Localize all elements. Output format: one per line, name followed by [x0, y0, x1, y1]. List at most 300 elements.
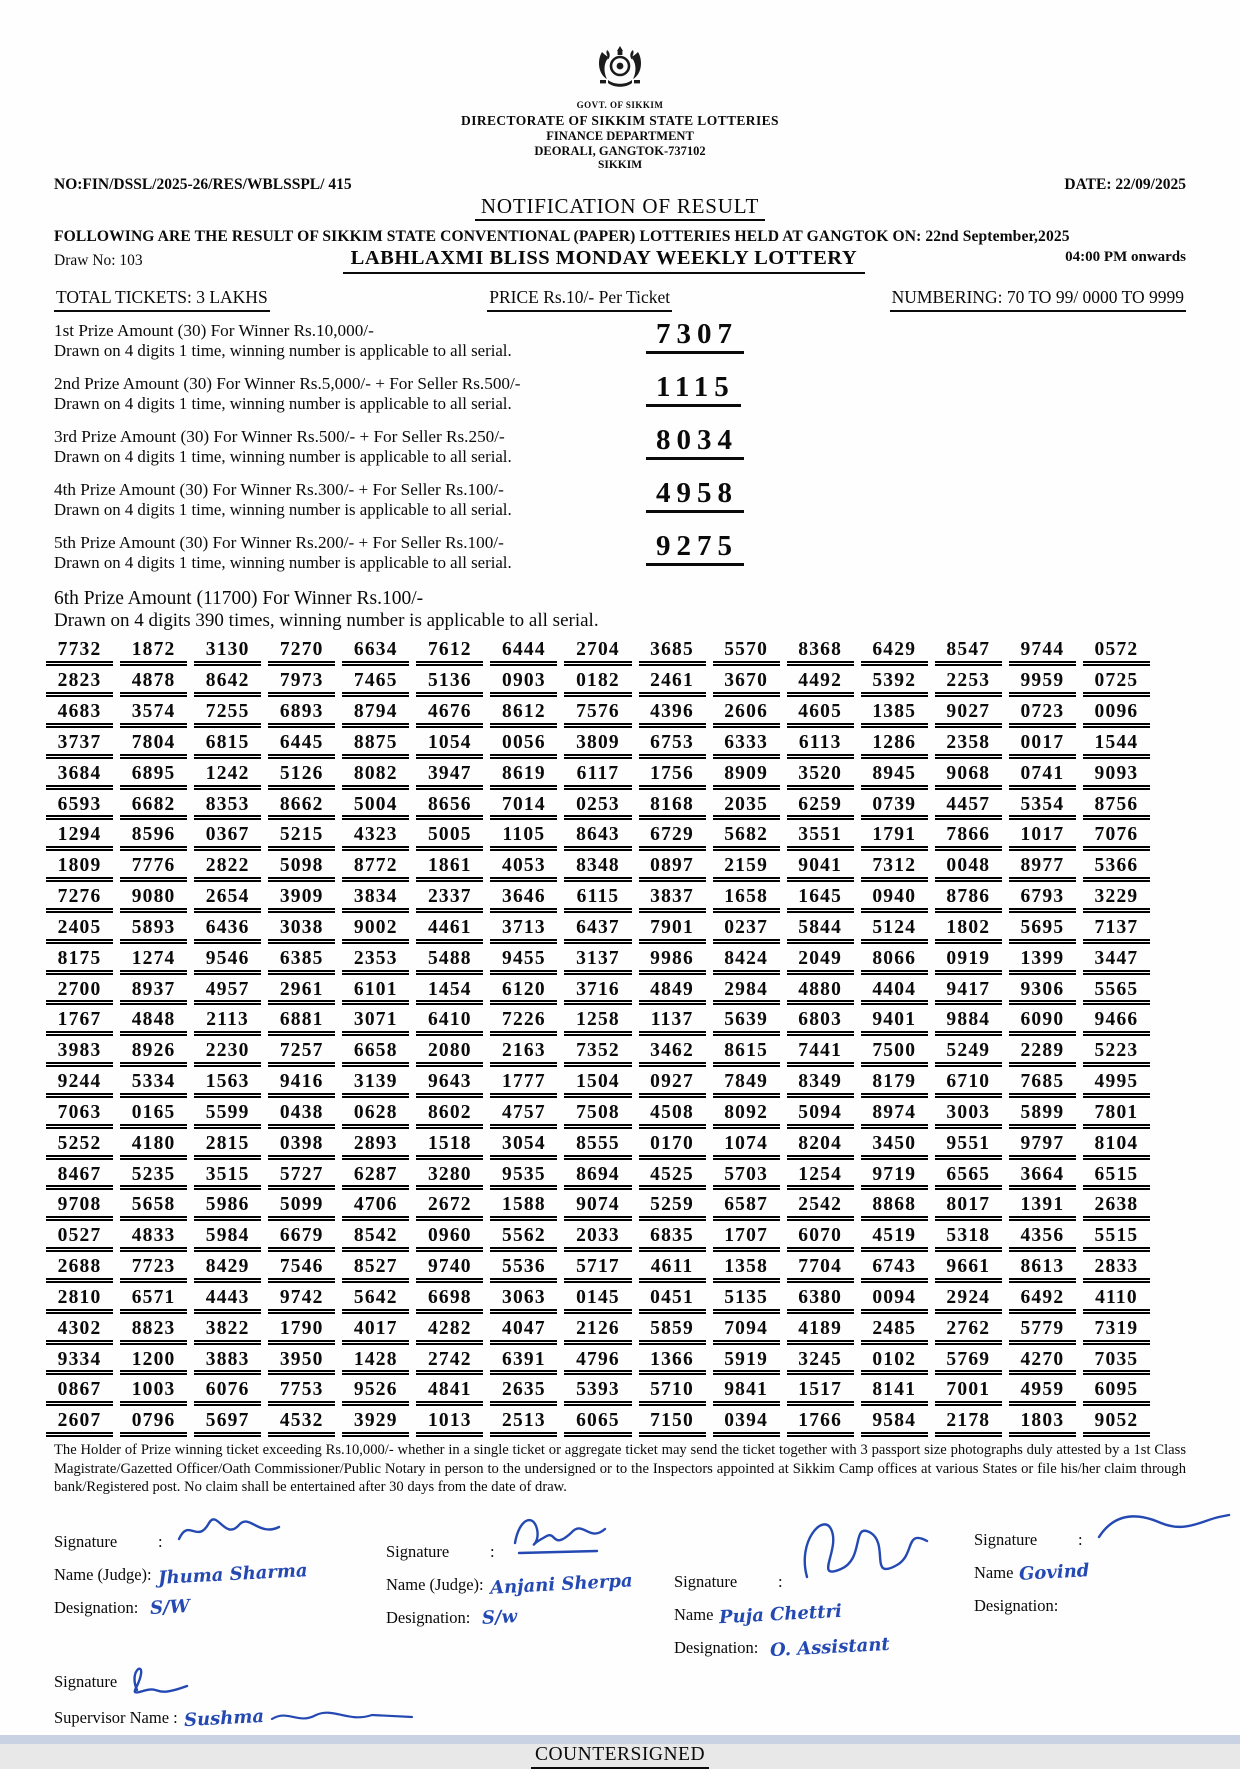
- grid-number: 6445: [268, 732, 335, 759]
- grid-number: 5215: [268, 824, 335, 851]
- grid-number: 2688: [46, 1256, 113, 1283]
- grid-number: 2033: [564, 1225, 631, 1252]
- grid-number: 1105: [490, 824, 557, 851]
- grid-number: 5710: [639, 1379, 706, 1406]
- grid-number: 4017: [342, 1318, 409, 1345]
- grid-number: 3837: [639, 886, 706, 913]
- signature-scribble-icon: [1093, 1511, 1233, 1550]
- grid-number: 1003: [120, 1379, 187, 1406]
- grid-number: 3664: [1009, 1164, 1076, 1191]
- grid-number: 5639: [713, 1009, 780, 1036]
- grid-number: 5859: [639, 1318, 706, 1345]
- grid-number: 2762: [935, 1318, 1002, 1345]
- grid-number: 6259: [787, 794, 854, 821]
- grid-number: 8527: [342, 1256, 409, 1283]
- prize-list: [0, 318, 1240, 577]
- grid-number: 6710: [935, 1071, 1002, 1098]
- grid-number: 4323: [342, 824, 409, 851]
- signature-label: Signature: [674, 1571, 738, 1591]
- reference-row: [0, 176, 1240, 194]
- grid-number: 7866: [935, 824, 1002, 851]
- signature-row: [386, 1511, 674, 1562]
- colon: :: [133, 1597, 139, 1617]
- grid-number: 1517: [787, 1379, 854, 1406]
- grid-number: 2635: [490, 1379, 557, 1406]
- grid-number: 2159: [713, 855, 780, 882]
- designation-handwritten: S/W: [149, 1595, 191, 1619]
- grid-number: 9334: [46, 1349, 113, 1376]
- sixth-prize-header: [0, 588, 1240, 632]
- grid-number: 8612: [490, 701, 557, 728]
- designation-row: [974, 1583, 1233, 1616]
- grid-number: 0867: [46, 1379, 113, 1406]
- grid-number: 6881: [268, 1009, 335, 1036]
- prize-row-2: [54, 371, 1240, 418]
- grid-number: 1707: [713, 1225, 780, 1252]
- grid-number: 0572: [1083, 639, 1150, 666]
- signature-scribble-icon: [505, 1511, 615, 1562]
- grid-number: 9584: [861, 1410, 928, 1437]
- grid-number: 2672: [416, 1194, 483, 1221]
- supervisor-scribble-icon: [268, 1705, 418, 1732]
- ticket-info-row: [0, 287, 1240, 312]
- grid-number: 6429: [861, 639, 928, 666]
- grid-number: 6634: [342, 639, 409, 666]
- grid-number: 4396: [639, 701, 706, 728]
- grid-number: 3929: [342, 1410, 409, 1437]
- grid-number: 4833: [120, 1225, 187, 1252]
- grid-number: 6658: [342, 1040, 409, 1067]
- signature-label: Signature: [54, 1531, 118, 1551]
- grid-number: 1074: [713, 1133, 780, 1160]
- grid-number: 9643: [416, 1071, 483, 1098]
- grid-number: 8092: [713, 1102, 780, 1129]
- grid-number: 2163: [490, 1040, 557, 1067]
- ticket-numbering: NUMBERING: 70 TO 99/ 0000 TO 9999: [890, 287, 1186, 312]
- grid-number: 0527: [46, 1225, 113, 1252]
- grid-number: 4047: [490, 1318, 557, 1345]
- signature-row: [54, 1511, 386, 1552]
- grid-number: 0394: [713, 1410, 780, 1437]
- grid-number: 3713: [490, 917, 557, 944]
- colon: :: [1078, 1529, 1083, 1549]
- grid-number: 7255: [194, 701, 261, 728]
- designation-label: Designation: [54, 1597, 134, 1617]
- grid-number: 7226: [490, 1009, 557, 1036]
- grid-number: 5126: [268, 763, 335, 790]
- grid-number: 7685: [1009, 1071, 1076, 1098]
- grid-number: 1399: [1009, 948, 1076, 975]
- grid-number: 4302: [46, 1318, 113, 1345]
- grid-number: 3947: [416, 763, 483, 790]
- signature-label: Signature: [974, 1529, 1038, 1549]
- grid-number: 3130: [194, 639, 261, 666]
- grid-number: 8066: [861, 948, 928, 975]
- lottery-name: LABHLAXMI BLISS MONDAY WEEKLY LOTTERY: [343, 247, 866, 274]
- grid-number: 3574: [120, 701, 187, 728]
- grid-number: 3515: [194, 1164, 261, 1191]
- designation-handwritten: O. Assistant: [769, 1633, 891, 1661]
- grid-number: 3520: [787, 763, 854, 790]
- grid-number: 4848: [120, 1009, 187, 1036]
- grid-number: 8926: [120, 1040, 187, 1067]
- grid-number: 7973: [268, 670, 335, 697]
- designation-label: Designation: [386, 1607, 466, 1627]
- grid-number: 8937: [120, 979, 187, 1006]
- grid-number: 8179: [861, 1071, 928, 1098]
- grid-number: 5570: [713, 639, 780, 666]
- winning-number: 8034: [646, 424, 744, 459]
- grid-number: 5318: [935, 1225, 1002, 1252]
- grid-number: 7508: [564, 1102, 631, 1129]
- grid-number: 5515: [1083, 1225, 1150, 1252]
- grid-number: 5769: [935, 1349, 1002, 1376]
- grid-number: 3447: [1083, 948, 1150, 975]
- grid-number: 8141: [861, 1379, 928, 1406]
- grid-number: 7137: [1083, 917, 1150, 944]
- grid-number: 5249: [935, 1040, 1002, 1067]
- grid-number: 1137: [639, 1009, 706, 1036]
- colon: :: [465, 1607, 471, 1627]
- grid-number: 3245: [787, 1349, 854, 1376]
- grid-number: 2815: [194, 1133, 261, 1160]
- grid-number: 3822: [194, 1318, 261, 1345]
- grid-number: 9708: [46, 1194, 113, 1221]
- grid-number: 0170: [639, 1133, 706, 1160]
- grid-number: 8909: [713, 763, 780, 790]
- grid-number: 8596: [120, 824, 187, 851]
- grid-number: 2405: [46, 917, 113, 944]
- grid-number: 1766: [787, 1410, 854, 1437]
- grid-number: 5135: [713, 1287, 780, 1314]
- draw-number: Draw No: 103: [54, 252, 143, 270]
- grid-number: 8823: [120, 1318, 187, 1345]
- grid-number: 3551: [787, 824, 854, 851]
- grid-number: 9041: [787, 855, 854, 882]
- grid-number: 9797: [1009, 1133, 1076, 1160]
- grid-number: 1358: [713, 1256, 780, 1283]
- colon: :: [778, 1571, 783, 1591]
- document-header: [0, 0, 1240, 172]
- grid-number: 8977: [1009, 855, 1076, 882]
- grid-number: 1518: [416, 1133, 483, 1160]
- grid-number: 3137: [564, 948, 631, 975]
- grid-number: 1200: [120, 1349, 187, 1376]
- grid-number: 2822: [194, 855, 261, 882]
- grid-number: 0398: [268, 1133, 335, 1160]
- grid-number: 7094: [713, 1318, 780, 1345]
- designation-row: [674, 1625, 974, 1661]
- grid-number: 6743: [861, 1256, 928, 1283]
- grid-number: 6893: [268, 701, 335, 728]
- grid-number: 8349: [787, 1071, 854, 1098]
- grid-number: 5098: [268, 855, 335, 882]
- grid-number: 9884: [935, 1009, 1002, 1036]
- grid-number: 4995: [1083, 1071, 1150, 1098]
- grid-number: 8656: [416, 794, 483, 821]
- prize-line1: 4th Prize Amount (30) For Winner Rs.300/- + For Seller Rs.100/-: [54, 480, 504, 500]
- grid-number: 6835: [639, 1225, 706, 1252]
- grid-number: 7576: [564, 701, 631, 728]
- winning-number: 7307: [646, 318, 744, 353]
- name-handwritten: Govind: [1018, 1559, 1091, 1585]
- total-tickets: TOTAL TICKETS: 3 LAKHS: [54, 287, 270, 312]
- grid-number: 1258: [564, 1009, 631, 1036]
- prize-line2: Drawn on 4 digits 1 time, winning number is applicable to all serial.: [54, 394, 512, 414]
- grid-number: 4706: [342, 1194, 409, 1221]
- grid-number: 3462: [639, 1040, 706, 1067]
- grid-number: 6803: [787, 1009, 854, 1036]
- grid-number: 1563: [194, 1071, 261, 1098]
- supervisor-row: [0, 1705, 1240, 1732]
- name-label: Name (Judge):: [54, 1564, 152, 1584]
- name-row: [674, 1592, 974, 1628]
- grid-number: 4957: [194, 979, 261, 1006]
- grid-number: 6515: [1083, 1164, 1150, 1191]
- grid-number: 9551: [935, 1133, 1002, 1160]
- grid-number: 4508: [639, 1102, 706, 1129]
- grid-number: 0056: [490, 732, 557, 759]
- grid-number: 6753: [639, 732, 706, 759]
- grid-number: 2638: [1083, 1194, 1150, 1221]
- grid-number: 6571: [120, 1287, 187, 1314]
- grid-number: 2080: [416, 1040, 483, 1067]
- grid-number: 5004: [342, 794, 409, 821]
- grid-number: 5366: [1083, 855, 1150, 882]
- grid-number: 2833: [1083, 1256, 1150, 1283]
- grid-number: 0145: [564, 1287, 631, 1314]
- grid-number: 5599: [194, 1102, 261, 1129]
- grid-number: 8082: [342, 763, 409, 790]
- grid-number: 4180: [120, 1133, 187, 1160]
- grid-number: 1802: [935, 917, 1002, 944]
- govt-emblem-icon: [592, 44, 648, 102]
- winning-number: 9275: [646, 530, 744, 565]
- name-row: [54, 1552, 386, 1589]
- designation-label: Designation:: [974, 1595, 1059, 1615]
- grid-number: 6492: [1009, 1287, 1076, 1314]
- grid-number: 0182: [564, 670, 631, 697]
- grid-number: 4110: [1083, 1287, 1150, 1314]
- grid-number: 1366: [639, 1349, 706, 1376]
- grid-number: 3716: [564, 979, 631, 1006]
- grid-number: 1054: [416, 732, 483, 759]
- grid-number: 9661: [935, 1256, 1002, 1283]
- grid-number: 3909: [268, 886, 335, 913]
- grid-number: 4683: [46, 701, 113, 728]
- grid-number: 2513: [490, 1410, 557, 1437]
- grid-number: 4270: [1009, 1349, 1076, 1376]
- grid-number: 2230: [194, 1040, 261, 1067]
- grid-number: 1803: [1009, 1410, 1076, 1437]
- grid-number: 1286: [861, 732, 928, 759]
- grid-number: 3737: [46, 732, 113, 759]
- grid-number: 7257: [268, 1040, 335, 1067]
- grid-number: 7612: [416, 639, 483, 666]
- grid-number: 5717: [564, 1256, 631, 1283]
- grid-number: 9719: [861, 1164, 928, 1191]
- grid-number: 9074: [564, 1194, 631, 1221]
- grid-number: 2253: [935, 670, 1002, 697]
- grid-number: 6698: [416, 1287, 483, 1314]
- grid-number: 5682: [713, 824, 780, 851]
- grid-number: 0960: [416, 1225, 483, 1252]
- grid-number: 0723: [1009, 701, 1076, 728]
- grid-number: 8974: [861, 1102, 928, 1129]
- grid-number: 8547: [935, 639, 1002, 666]
- grid-number: 2542: [787, 1194, 854, 1221]
- grid-number: 5094: [787, 1102, 854, 1129]
- grid-number: 7801: [1083, 1102, 1150, 1129]
- grid-number: 2823: [46, 670, 113, 697]
- grid-number: 9744: [1009, 639, 1076, 666]
- winning-number: 1115: [646, 371, 741, 406]
- grid-number: 2606: [713, 701, 780, 728]
- grid-number: 9535: [490, 1164, 557, 1191]
- grid-number: 3834: [342, 886, 409, 913]
- grid-number: 4676: [416, 701, 483, 728]
- grid-number: 3038: [268, 917, 335, 944]
- grid-number: 1544: [1083, 732, 1150, 759]
- grid-number: 5779: [1009, 1318, 1076, 1345]
- ticket-price: PRICE Rs.10/- Per Ticket: [487, 287, 672, 312]
- grid-number: 2924: [935, 1287, 1002, 1314]
- grid-number: 4282: [416, 1318, 483, 1345]
- grid-number: 6385: [268, 948, 335, 975]
- grid-number: 6287: [342, 1164, 409, 1191]
- grid-number: 4611: [639, 1256, 706, 1283]
- grid-number: 5893: [120, 917, 187, 944]
- grid-number: 0940: [861, 886, 928, 913]
- grid-number: 4841: [416, 1379, 483, 1406]
- grid-number: 0897: [639, 855, 706, 882]
- grid-number: 0048: [935, 855, 1002, 882]
- grid-number: 0739: [861, 794, 928, 821]
- grid-number: 9401: [861, 1009, 928, 1036]
- grid-number: 1274: [120, 948, 187, 975]
- designation-row: [386, 1595, 674, 1628]
- org-department: FINANCE DEPARTMENT: [546, 129, 694, 144]
- designation-handwritten: S/w: [481, 1605, 518, 1629]
- grid-number: 1017: [1009, 824, 1076, 851]
- grid-number: 6565: [935, 1164, 1002, 1191]
- grid-number: 0796: [120, 1410, 187, 1437]
- signature-scribble-icon: [121, 1660, 211, 1705]
- grid-number: 7465: [342, 670, 409, 697]
- grid-number: 7901: [639, 917, 706, 944]
- grid-number: 4356: [1009, 1225, 1076, 1252]
- org-name: DIRECTORATE OF SIKKIM STATE LOTTERIES: [461, 113, 779, 129]
- grid-number: 0927: [639, 1071, 706, 1098]
- grid-number: 3054: [490, 1133, 557, 1160]
- grid-number: 9416: [268, 1071, 335, 1098]
- grid-number: 0438: [268, 1102, 335, 1129]
- grid-number: 5354: [1009, 794, 1076, 821]
- grid-number: 1872: [120, 639, 187, 666]
- grid-number: 8348: [564, 855, 631, 882]
- grid-number: 4461: [416, 917, 483, 944]
- grid-number: 7546: [268, 1256, 335, 1283]
- grid-number: 1777: [490, 1071, 557, 1098]
- grid-number: 6095: [1083, 1379, 1150, 1406]
- scan-edge-strip: [0, 1735, 1240, 1744]
- grid-number: 9244: [46, 1071, 113, 1098]
- grid-number: 5392: [861, 670, 928, 697]
- grid-number: 8017: [935, 1194, 1002, 1221]
- grid-number: 0367: [194, 824, 261, 851]
- grid-number: 4443: [194, 1287, 261, 1314]
- grid-number: 9526: [342, 1379, 409, 1406]
- grid-number: 6593: [46, 794, 113, 821]
- grid-number: 2893: [342, 1133, 409, 1160]
- grid-number: 1428: [342, 1349, 409, 1376]
- signature-row: [674, 1511, 974, 1592]
- grid-number: 0237: [713, 917, 780, 944]
- grid-number: 9546: [194, 948, 261, 975]
- grid-number: 9466: [1083, 1009, 1150, 1036]
- grid-number: 0096: [1083, 701, 1150, 728]
- grid-number: 6815: [194, 732, 261, 759]
- prize-line1: 1st Prize Amount (30) For Winner Rs.10,000/-: [54, 321, 374, 341]
- org-state: SIKKIM: [597, 158, 643, 171]
- emblem-caption: GOVT. OF SIKKIM: [576, 99, 664, 110]
- grid-number: 9002: [342, 917, 409, 944]
- grid-number: 1013: [416, 1410, 483, 1437]
- name-label: Name (Judge):: [386, 1574, 484, 1594]
- grid-number: 6410: [416, 1009, 483, 1036]
- name-row: [974, 1550, 1233, 1583]
- sixth-prize-line1: 6th Prize Amount (11700) For Winner Rs.100/-: [54, 588, 424, 610]
- grid-number: 5235: [120, 1164, 187, 1191]
- grid-number: 8542: [342, 1225, 409, 1252]
- signature-column-3: [674, 1511, 974, 1661]
- grid-number: 6090: [1009, 1009, 1076, 1036]
- grid-number: 2178: [935, 1410, 1002, 1437]
- grid-number: 2654: [194, 886, 261, 913]
- grid-number: 9740: [416, 1256, 483, 1283]
- grid-number: 8104: [1083, 1133, 1150, 1160]
- grid-number: 6436: [194, 917, 261, 944]
- draw-time: 04:00 PM onwards: [1065, 249, 1186, 266]
- prize-row-3: [54, 424, 1240, 471]
- grid-number: 5642: [342, 1287, 409, 1314]
- grid-number: 8662: [268, 794, 335, 821]
- signature-label: Signature: [386, 1541, 450, 1561]
- grid-number: 8642: [194, 670, 261, 697]
- grid-number: 3280: [416, 1164, 483, 1191]
- prize-line1: 5th Prize Amount (30) For Winner Rs.200/- + For Seller Rs.100/-: [54, 533, 504, 553]
- grid-number: 3646: [490, 886, 557, 913]
- prize-row-4: [54, 477, 1240, 524]
- prize-line1: 3rd Prize Amount (30) For Winner Rs.500/- + For Seller Rs.250/-: [54, 427, 505, 447]
- grid-number: 9093: [1083, 763, 1150, 790]
- grid-number: 2742: [416, 1349, 483, 1376]
- grid-number: 4757: [490, 1102, 557, 1129]
- supervisor-name-handwritten: Sushma: [183, 1705, 265, 1731]
- grid-number: 5136: [416, 670, 483, 697]
- grid-number: 5697: [194, 1410, 261, 1437]
- grid-number: 8945: [861, 763, 928, 790]
- grid-number: 5562: [490, 1225, 557, 1252]
- grid-number: 1391: [1009, 1194, 1076, 1221]
- designation-label: Designation:: [674, 1637, 759, 1657]
- grid-number: 4492: [787, 670, 854, 697]
- grid-number: 7352: [564, 1040, 631, 1067]
- grid-number: 1809: [46, 855, 113, 882]
- grid-number: 8424: [713, 948, 780, 975]
- grid-number: 5005: [416, 824, 483, 851]
- grid-number: 3003: [935, 1102, 1002, 1129]
